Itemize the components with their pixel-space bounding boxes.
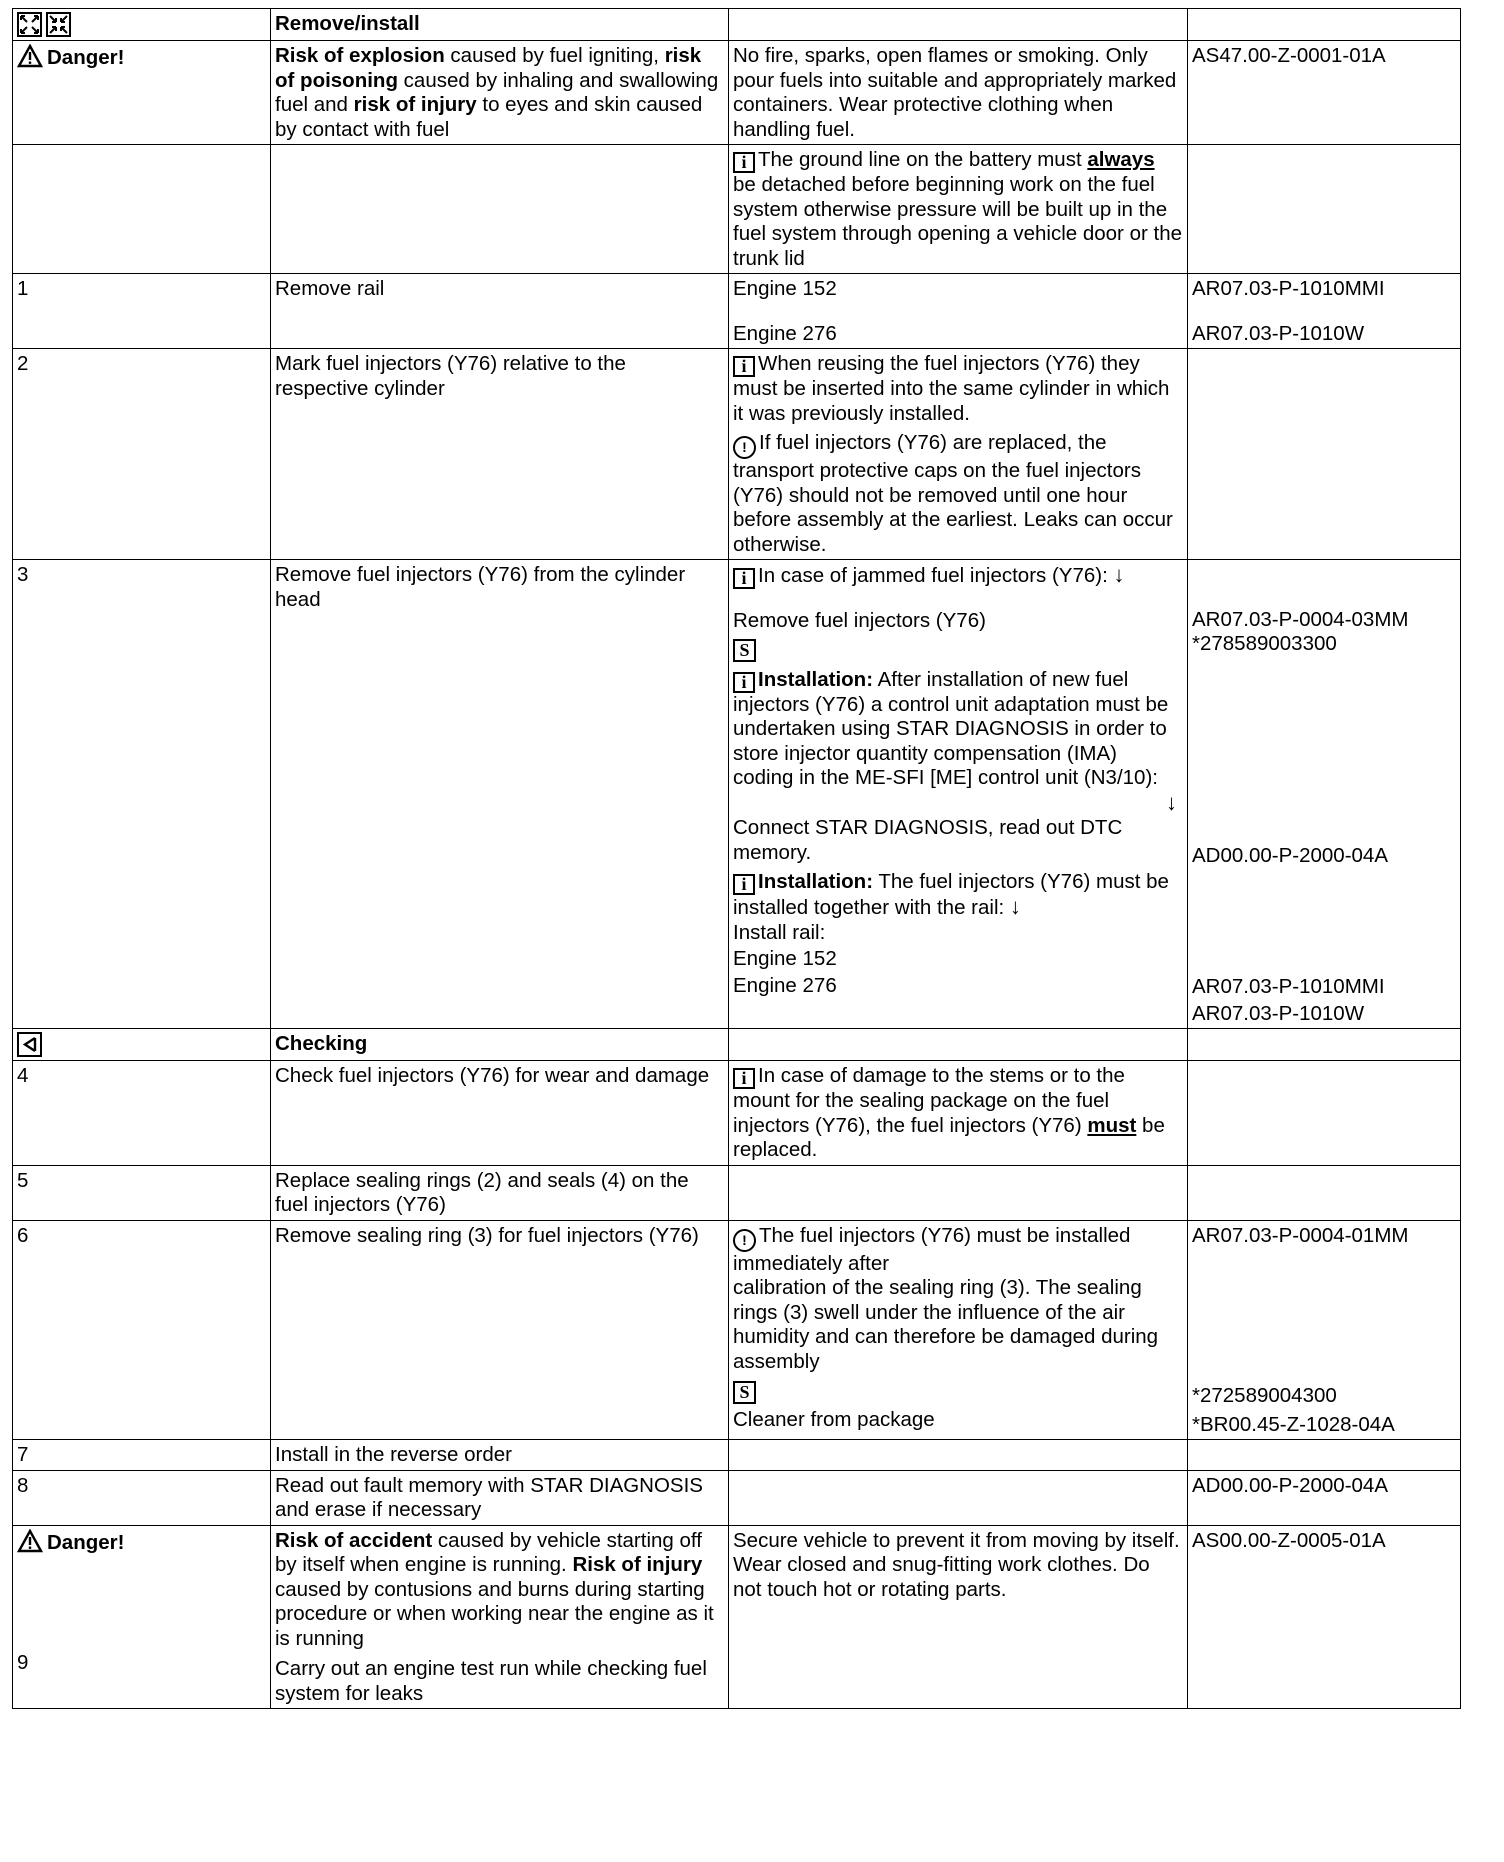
ref-link[interactable]: AR07.03-P-1010MMI [1192,277,1385,300]
step-number: 3 [13,560,271,1029]
danger-ref: AS47.00-Z-0001-01A [1188,41,1461,145]
section-row-checking [13,1029,1461,1061]
ref-link[interactable]: AR07.03-P-1010W [1192,321,1365,345]
step-number: 8 [13,1470,271,1525]
danger-risk-text: Risk of explosion caused by fuel igniting, risk of poisoning caused by inhaling and swallowing fuel and risk of injury to eyes and skin caused by contact with fuel [271,41,729,145]
step-number: 5 [13,1165,271,1220]
ref-link[interactable]: *BR00.45-Z-1028-04A [1192,1412,1395,1436]
reuse-note: When reusing the fuel injectors (Y76) they must be inserted into the same cylinder in which it was previously installed. [733,352,1170,425]
step-text: Mark fuel injectors (Y76) relative to the respective cylinder [271,349,729,560]
step-row-4 [13,1061,1461,1166]
danger-measures: No fire, sparks, open flames or smoking. Only pour fuels into suitable and appropriately marked containers. Wear protective clothing when handling fuel. [729,41,1188,145]
step-text: Read out fault memory with STAR DIAGNOSIS and erase if necessary [271,1470,729,1525]
ground-note: i The ground line on the battery must always be detached before beginning work on the fuel system otherwise pressure will be built up in the fuel system through opening a vehicle door or the trunk lid [729,145,1188,274]
engine-276: Engine 276 [733,321,837,345]
step-text: Install in the reverse order [271,1440,729,1471]
step-text: Carry out an engine test run while checking fuel system for leaks [275,1657,707,1705]
ref-link[interactable]: AR07.03-P-0004-03MM [1192,607,1409,631]
danger-row-fuel [13,41,1461,145]
special-tool-icon: S [733,639,756,662]
ref-link[interactable]: AD00.00-P-2000-04A [1192,843,1389,867]
step-number: 2 [13,349,271,560]
section-title: Checking [271,1029,729,1061]
warning-triangle-icon [17,1529,43,1553]
step-row-8 [13,1470,1461,1525]
step-number: 4 [13,1061,271,1166]
step-row-2 [13,349,1461,560]
info-icon: i [733,152,755,173]
tool-ref[interactable]: *278589003300 [1192,632,1337,655]
info-icon: i [733,568,755,589]
step-number: 7 [13,1440,271,1471]
special-tool-icon: S [733,1381,756,1404]
step-row-5 [13,1165,1461,1220]
install-icon [46,12,71,37]
danger-label-cell: Danger! [13,41,271,145]
install-adaptation-note: After installation of new fuel injectors (Y76) a control unit adaptation must be undertaken using STAR DIAGNOSIS in order to store injector quantity compensation (IMA) coding in the ME-SFI [ME] control unit (N3/10): [733,667,1169,789]
connect-star-diagnosis: Connect STAR DIAGNOSIS, read out DTC memory. [733,816,1123,864]
arrow-down-icon: ↓ [1009,894,1021,919]
danger-ref: AS00.00-Z-0005-01A [1188,1525,1461,1709]
section-title: Remove/install [271,9,729,41]
step-text: Remove rail [271,274,729,349]
sealing-caution-a: The fuel injectors (Y76) must be installed immediately after [733,1223,1131,1275]
sealing-caution-b: calibration of the sealing ring (3). The sealing rings (3) swell under the influence of the air humidity and can therefore be damaged during assembly [733,1276,1159,1373]
danger-row-accident [13,1525,1461,1709]
engine-152: Engine 152 [733,947,837,970]
arrow-down-icon: ↓ [1113,562,1125,587]
procedure-table [12,8,1461,1709]
step-row-3: 3 Remove fuel injectors (Y76) from the cylinder head i In case of jammed fuel injectors (Y76): ↓ Remove fuel injectors (Y76) S i Installation: After installation of new fuel injectors (Y76) a control unit adaptation must be undertaken using STAR DIAGNOSIS in order to store injector quantity compensation (IMA) coding in the ME-SFI [ME] control unit (N3/10): ↓ Connect STAR DIAGNOSIS, read out DTC memory. i Installation: The fuel injectors (Y76) must be installed together with the rail: ↓ Install rail: Engine 152 Engine 276 AR07.03-P-0004-03MM *278589003300 AD00.00-P-2000-04A AR07.03-P-1010MMI AR07.03-P-1010W [13,560,1461,1029]
caution-icon: ! [733,436,756,459]
step-row-1 [13,274,1461,349]
info-icon: i [733,672,755,693]
step-row-6 [13,1220,1461,1440]
note-row-ground [13,145,1461,274]
warning-triangle-icon [17,44,43,68]
danger-label-cell: Danger! [17,1529,266,1556]
info-icon: i [733,356,755,377]
remove-injectors: Remove fuel injectors (Y76) [733,609,986,632]
ref-link[interactable]: AR07.03-P-1010W [1192,1001,1365,1025]
replace-caution: If fuel injectors (Y76) are replaced, the transport protective caps on the fuel injectors (Y76) should not be removed until one hour before assembly at the earliest. Leaks can occur otherwise. [733,431,1173,556]
remove-icon [17,12,42,37]
checking-icon [17,1032,42,1057]
step-number: 1 [13,274,271,349]
ref-link[interactable]: AD00.00-P-2000-04A [1188,1470,1461,1525]
arrow-down-icon: ↓ [1166,789,1177,815]
ref-link[interactable]: AR07.03-P-0004-01MM [1192,1223,1409,1247]
damage-note: i In case of damage to the stems or to the mount for the sealing package on the fuel injectors (Y76), the fuel injectors (Y76) must be replaced. [729,1061,1188,1166]
step-text: Remove fuel injectors (Y76) from the cylinder head [271,560,729,1029]
info-icon: i [733,874,755,895]
jammed-note: In case of jammed fuel injectors (Y76): [758,564,1108,587]
step-number: 9 [17,1651,29,1674]
tool-ref[interactable]: *272589004300 [1192,1384,1337,1407]
danger-risk-text: Risk of accident caused by vehicle starting off by itself when engine is running. Risk of injury caused by contusions and burns during starting procedure or when working near the engine as it is running [275,1528,714,1650]
ref-link[interactable]: AR07.03-P-1010MMI [1192,975,1385,998]
caution-icon: ! [733,1229,756,1252]
install-rail-note: The fuel injectors (Y76) must be installed together with the rail: [733,870,1169,919]
info-icon: i [733,1068,755,1089]
step-text: Replace sealing rings (2) and seals (4) on the fuel injectors (Y76) [271,1165,729,1220]
step-row-7 [13,1440,1461,1471]
engine-152: Engine 152 [733,277,837,300]
step-text: Check fuel injectors (Y76) for wear and damage [271,1061,729,1166]
cleaner: Cleaner from package [733,1408,935,1431]
engine-276: Engine 276 [733,973,837,997]
install-rail: Install rail: [733,920,826,944]
section-row-remove-install [13,9,1461,41]
step-number: 6 [13,1220,271,1440]
danger-measures: Secure vehicle to prevent it from moving by itself. Wear closed and snug-fitting work clothes. Do not touch hot or rotating parts. [729,1525,1188,1709]
step-text: Remove sealing ring (3) for fuel injectors (Y76) [271,1220,729,1440]
